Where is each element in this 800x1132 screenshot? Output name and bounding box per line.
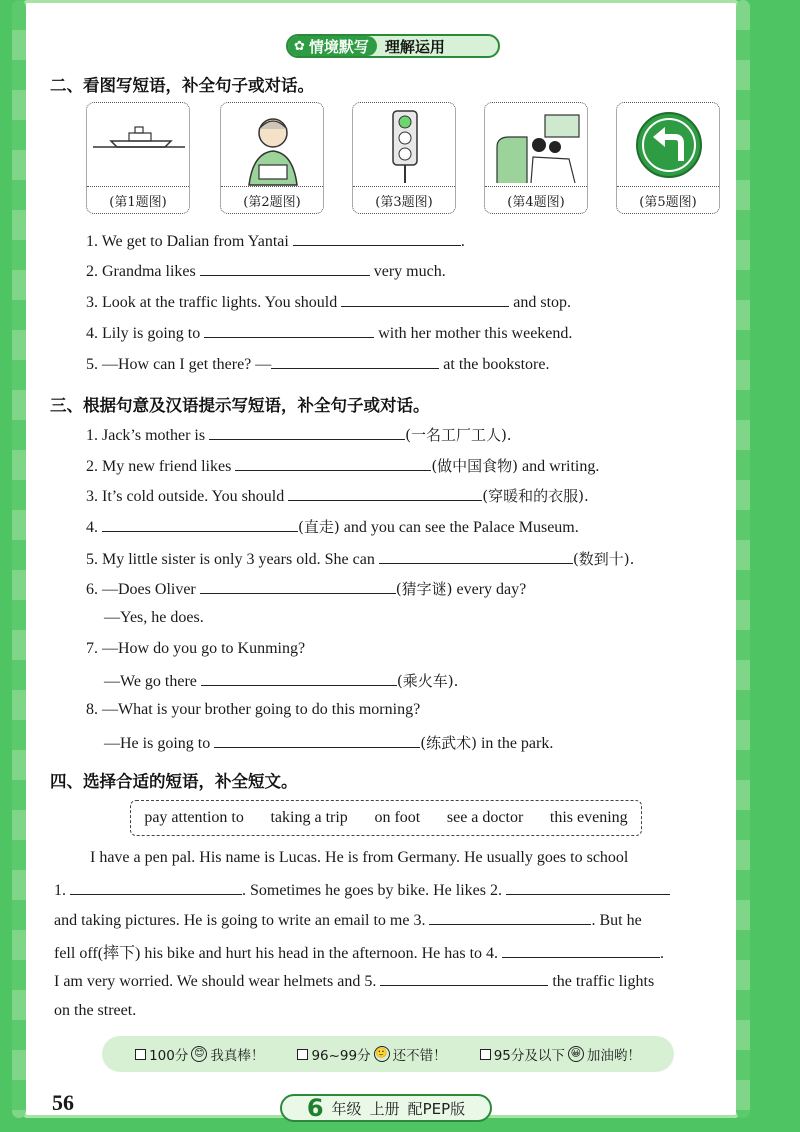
s3-question-3: 3. It’s cold outside. You should (穿暖和的衣服). — [86, 487, 589, 505]
s3-question-4: 4. (直走) and you can see the Palace Museum. — [86, 518, 579, 536]
checkbox[interactable] — [297, 1049, 308, 1060]
answer-blank[interactable] — [214, 732, 420, 748]
smiley-icon: 😊 — [191, 1046, 207, 1062]
s3-question-8-answer: —He is going to (练武术) in the park. — [104, 734, 554, 752]
picture-1-caption: (第1题图) — [87, 186, 189, 210]
header-tag-right-label: 理解运用 — [384, 37, 445, 56]
picture-3-caption: (第3题图) — [353, 186, 455, 210]
answer-blank[interactable] — [200, 260, 370, 276]
answer-blank[interactable] — [506, 879, 670, 895]
train-passengers-icon — [487, 107, 587, 187]
s3-question-6: 6. —Does Oliver (猜字谜) every day? — [86, 580, 527, 598]
passage-line-6: on the street. — [54, 1002, 137, 1019]
flower-icon: ✿ — [294, 38, 305, 54]
smiley-icon: 😀 — [568, 1046, 584, 1062]
s3-question-7-answer: —We go there (乘火车). — [104, 672, 459, 690]
answer-blank[interactable] — [200, 578, 396, 594]
smiley-icon: 🙂 — [374, 1046, 390, 1062]
s3-question-5: 5. My little sister is only 3 years old. She can (数到十). — [86, 550, 635, 568]
phrase-option: pay attention to — [144, 809, 244, 826]
answer-blank[interactable] — [379, 548, 573, 564]
section4-title: 四、选择合适的短语，补全短文。 — [50, 772, 298, 791]
answer-blank[interactable] — [380, 970, 548, 986]
s3-question-1: 1. Jack’s mother is (一名工厂工人). — [86, 426, 512, 444]
turn-left-sign-icon — [619, 107, 719, 187]
s3-question-8: 8. —What is your brother going to do this morning? — [86, 701, 421, 718]
score-option-2[interactable]: 96~99分 🙂 还不错！ — [297, 1044, 446, 1064]
checkbox[interactable] — [480, 1049, 491, 1060]
picture-5 — [616, 102, 720, 214]
picture-5-caption: (第5题图) — [617, 186, 719, 210]
header-tag-left — [288, 36, 377, 56]
answer-blank[interactable] — [288, 485, 482, 501]
grandma-reading-icon — [223, 107, 323, 187]
phrase-bank — [130, 800, 642, 836]
picture-1 — [86, 102, 190, 214]
phrase-option: see a doctor — [446, 809, 524, 826]
s3-question-2: 2. My new friend likes (做中国食物) and writing. — [86, 457, 600, 475]
passage-line-5: I am very worried. We should wear helmets and 5. the traffic lights — [54, 970, 718, 991]
answer-blank[interactable] — [201, 670, 397, 686]
answer-blank[interactable] — [102, 516, 298, 532]
header-tag-left-label: 情境默写 — [308, 37, 369, 56]
phrase-option: this evening — [549, 809, 628, 826]
header-tag — [286, 34, 500, 58]
picture-3 — [352, 102, 456, 214]
picture-2-caption: (第2题图) — [221, 186, 323, 210]
s2-question-5: 5. —How can I get there? — at the bookstore. — [86, 353, 549, 374]
s2-question-3: 3. Look at the traffic lights. You should and stop. — [86, 291, 571, 312]
ship-icon — [89, 107, 189, 187]
s3-question-7: 7. —How do you go to Kunming? — [86, 640, 306, 657]
picture-4 — [484, 102, 588, 214]
answer-blank[interactable] — [429, 909, 591, 925]
answer-blank[interactable] — [235, 455, 431, 471]
answer-blank[interactable] — [293, 230, 461, 246]
answer-blank[interactable] — [70, 879, 242, 895]
section2-title: 二、看图写短语，补全句子或对话。 — [50, 76, 314, 95]
s2-question-4: 4. Lily is going to with her mother this weekend. — [86, 322, 572, 343]
passage-line-2: 1. . Sometimes he goes by bike. He likes 2. — [54, 879, 718, 900]
answer-blank[interactable] — [271, 353, 439, 369]
phrase-option: on foot — [374, 809, 421, 826]
picture-2 — [220, 102, 324, 214]
self-assessment-bar — [102, 1036, 674, 1072]
answer-blank[interactable] — [204, 322, 374, 338]
picture-4-caption: (第4题图) — [485, 186, 587, 210]
section3-title: 三、根据句意及汉语提示写短语，补全句子或对话。 — [50, 396, 430, 415]
traffic-light-icon — [355, 107, 455, 187]
answer-blank[interactable] — [209, 424, 405, 440]
s2-question-2: 2. Grandma likes very much. — [86, 260, 446, 281]
passage-line-3: and taking pictures. He is going to write an email to me 3. . But he — [54, 909, 718, 930]
passage-line-1: I have a pen pal. His name is Lucas. He is from Germany. He usually goes to school — [90, 849, 629, 866]
score-option-3[interactable]: 95分及以下 😀 加油哟！ — [480, 1044, 641, 1064]
answer-blank[interactable] — [341, 291, 509, 307]
answer-blank[interactable] — [502, 942, 660, 958]
phrase-option: taking a trip — [270, 809, 348, 826]
s3-question-6-answer: —Yes, he does. — [104, 609, 204, 626]
page-number: 56 — [52, 1090, 74, 1115]
checkbox[interactable] — [135, 1049, 146, 1060]
s2-question-1: 1. We get to Dalian from Yantai . — [86, 230, 465, 251]
score-option-1[interactable]: 100分 😊 我真棒！ — [135, 1044, 264, 1064]
footer-grade-label: 6 年级 上册 配PEP版 — [280, 1094, 492, 1122]
passage-line-4: fell off(摔下) his bike and hurt his head in the afternoon. He has to 4. . — [54, 940, 718, 963]
